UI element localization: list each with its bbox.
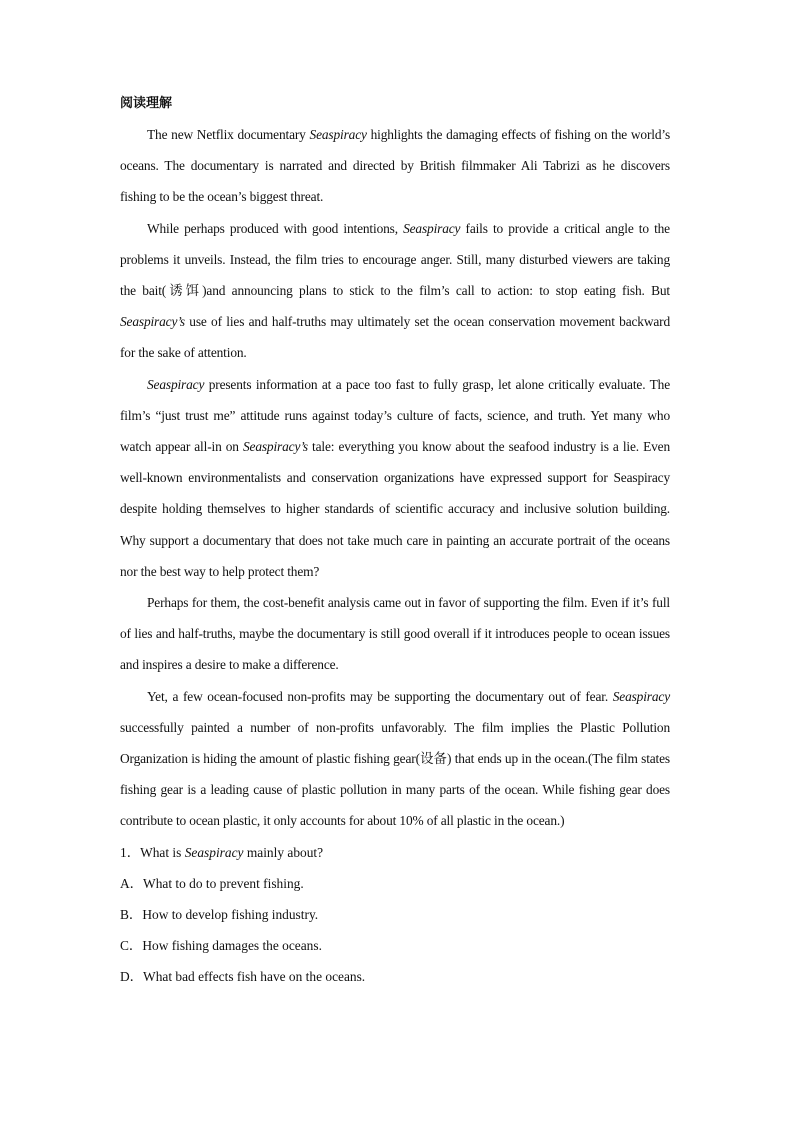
italic-title-text: Seaspiracy	[612, 688, 670, 704]
italic-title-text: Seaspiracy’s	[120, 314, 185, 330]
text-run: Perhaps for them, the cost-benefit analysis came out in favor of supporting the film. Even if it’s full of lies and half-truths, maybe the documentary is still good overall if it introduces people to ocean issues and inspires a desire to make a difference.	[120, 595, 670, 673]
text-run: fails to provide a critical angle to the problems it unveils. Instead, the film tries to encourage anger. Still, many disturbed viewers are taking the bait(诱饵)and announcing plans to stick to the film’s call to action: to stop eating fish. But	[120, 220, 670, 299]
italic-title-text: Seaspiracy	[403, 220, 461, 236]
text-run: 1．What is	[120, 844, 185, 860]
section-heading: 阅读理解	[120, 96, 173, 111]
option-d: D．What bad effects fish have on the oceans.	[120, 969, 366, 985]
paragraph	[120, 213, 670, 369]
text-run: The new Netflix documentary	[147, 127, 310, 142]
document-page	[120, 95, 670, 993]
option-c: C．How fishing damages the oceans.	[120, 938, 322, 954]
italic-title-text: Seaspiracy	[309, 127, 367, 142]
text-run: presents information at a pace too fast to fully grasp, let alone critically evaluate. The film’s “just trust me” attitude runs against today’s culture of facts, science, and truth. Yet many who watch appear all-in on	[120, 376, 670, 455]
option-b: B．How to develop fishing industry.	[120, 907, 319, 923]
text-run: Yet, a few ocean-focused non-profits may be supporting the documentary out of fear.	[147, 688, 613, 704]
italic-title-text: Seaspiracy	[184, 844, 244, 860]
italic-title-text: Seaspiracy’s	[242, 439, 308, 455]
paragraph	[120, 119, 670, 213]
question-stem	[120, 837, 670, 868]
option-a: A．What to do to prevent fishing.	[120, 875, 304, 891]
text-run: successfully painted a number of non-profits unfavorably. The film implies the Plastic Pollution Organization is hiding the amount of plastic fishing gear(设备) that ends up in the ocean.(The film states fishing gear is a leading cause of plastic pollution in many parts of the ocean. While fishing gear does contribute to ocean plastic, it only accounts for about 10% of all plastic in the ocean.)	[120, 719, 670, 829]
paragraph	[120, 369, 670, 587]
paragraph	[120, 587, 670, 681]
reading-passage	[120, 119, 670, 837]
text-run: tale: everything you know about the seafood industry is a lie. Even well-known environmentalists and conservation organizations have expressed support for Seaspiracy despite holding themselves to higher standards of scientific accuracy and inclusive solution building. Why support a documentary that does not take much care in painting an accurate portrait of the oceans nor the best way to help protect them?	[120, 439, 670, 579]
text-run: use of lies and half-truths may ultimately set the ocean conservation movement backward for the sake of attention.	[120, 314, 670, 361]
question-block	[120, 837, 670, 993]
paragraph	[120, 681, 670, 837]
text-run: highlights the damaging effects of fishing on the world’s oceans. The documentary is narrated and directed by British filmmaker Ali Tabrizi as he discovers fishing to be the ocean’s biggest threat.	[120, 127, 671, 205]
text-run: mainly about?	[243, 844, 324, 860]
italic-title-text: Seaspiracy	[147, 376, 205, 392]
text-run: While perhaps produced with good intentions,	[147, 220, 404, 236]
